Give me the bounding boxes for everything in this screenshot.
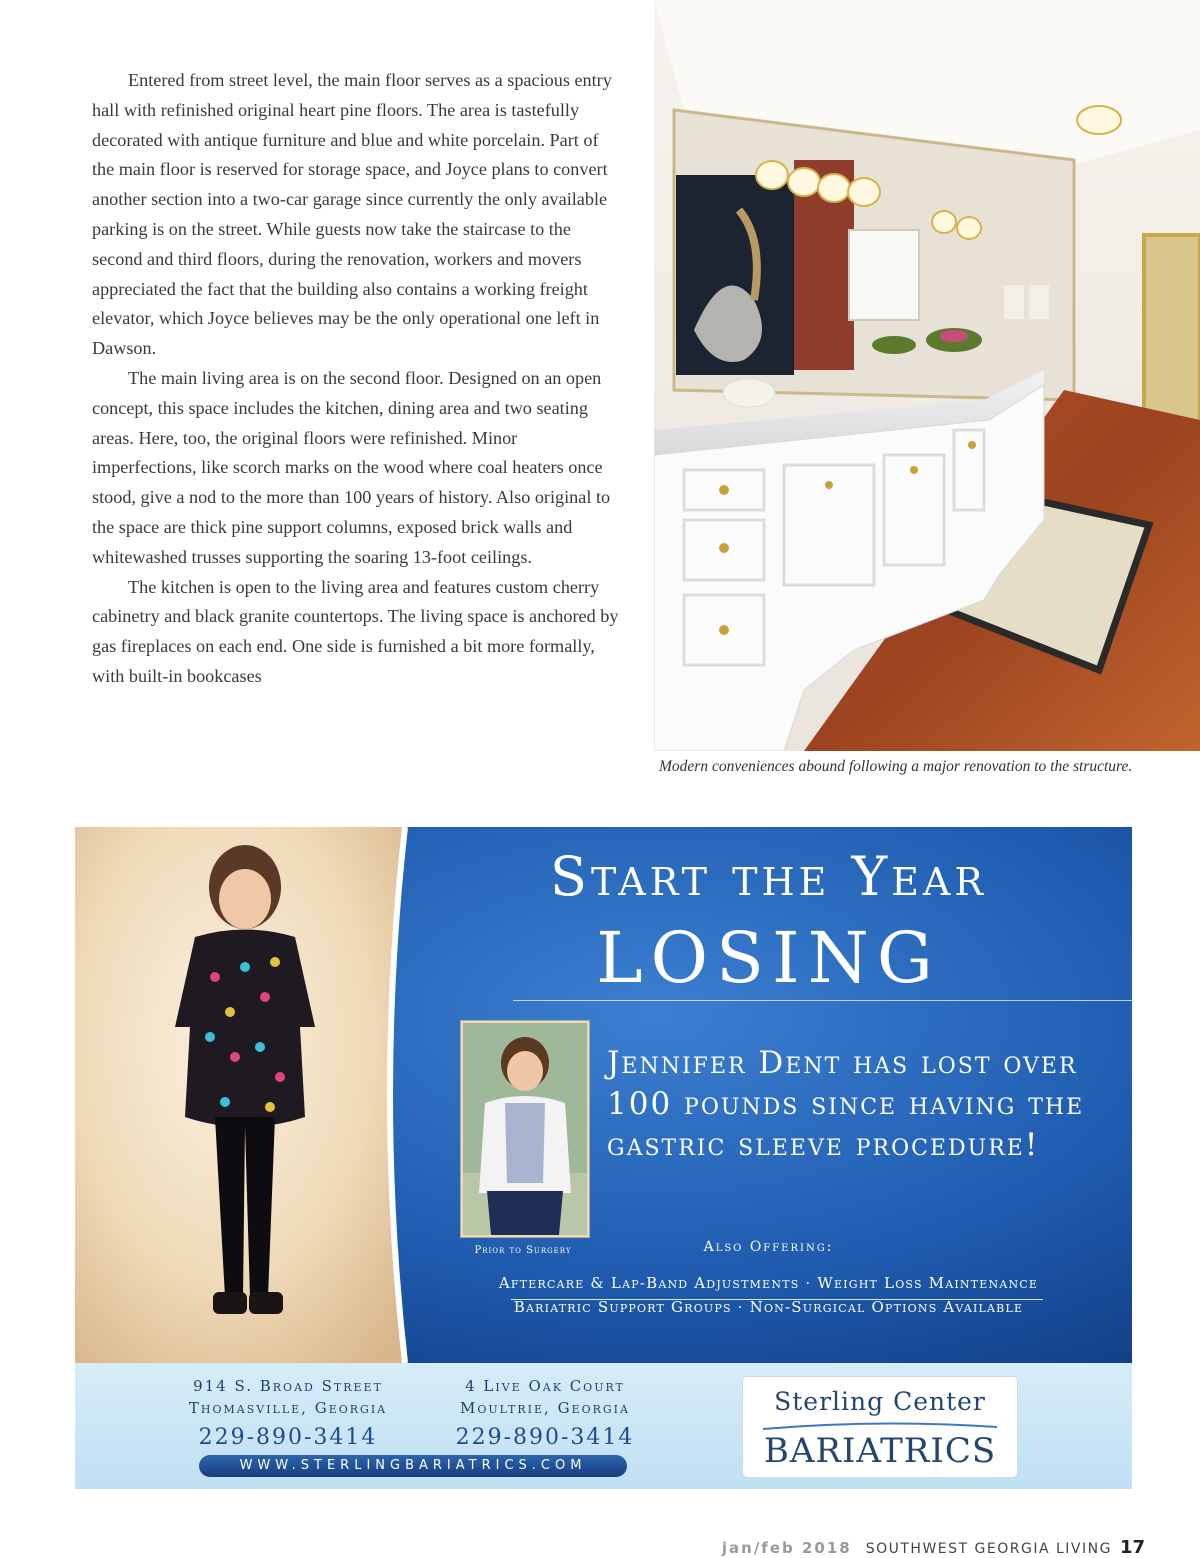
website-link[interactable]: WWW.STERLINGBARIATRICS.COM bbox=[199, 1455, 627, 1477]
logo-line2: BARIATRICS bbox=[763, 1431, 997, 1471]
article-paragraph: Entered from street level, the main floor serves as a spacious entry hall with refinished original heart pine floors. The area is tastefully decorated with antique furniture and blue and white porcelain. Part of the main floor is reserved for storage space, and Joyce plans to convert another section into a two-car garage since currently the only available parking is on the street. While guests now take the staircase to the second and third floors, during the renovation, workers and movers appreciated the fact that the building also contains a working freight elevator, which Joyce believes may be the only operational one left in Dawson. bbox=[92, 70, 612, 359]
issue-date: jan/feb 2018 bbox=[721, 1539, 852, 1557]
sterling-center-logo bbox=[743, 1377, 1017, 1477]
bathroom-photo bbox=[654, 0, 1200, 751]
services-list bbox=[405, 1271, 1132, 1319]
photo-caption: Modern conveniences abound following a major renovation to the structure. bbox=[659, 758, 1133, 775]
also-offering-heading: Also Offering: bbox=[703, 1239, 834, 1255]
magazine-name: SOUTHWEST GEORGIA LIVING bbox=[865, 1541, 1112, 1557]
ad-headline-line1: Start the Year bbox=[550, 845, 987, 908]
logo-swoosh bbox=[743, 1421, 1017, 1431]
woman-figure-before bbox=[463, 1023, 587, 1235]
address-city: Thomasville, Georgia bbox=[188, 1399, 388, 1417]
article-body bbox=[92, 66, 622, 692]
phone-number[interactable]: 229-890-3414 bbox=[198, 1425, 378, 1450]
headline-divider bbox=[513, 1000, 1132, 1001]
page-number: 17 bbox=[1119, 1537, 1145, 1558]
location-thomasville bbox=[163, 1375, 413, 1450]
article-paragraph: The main living area is on the second floor. Designed on an open concept, this space includes the kitchen, dining area and two seating areas. Here, too, the original floors were refinished. Minor imperfections, like scorch marks on the wood where coal heaters once stood, give a nod to the more than 100 years of history. Also original to the space are thick pine support columns, exposed brick walls and whitewashed trusses supporting the soaring 13-foot ceilings. bbox=[92, 367, 611, 567]
phone-number[interactable]: 229-890-3414 bbox=[455, 1425, 635, 1450]
services-line: Aftercare & Lap-Band Adjustments · Weight Loss Maintenance bbox=[498, 1274, 1039, 1292]
logo-line1: Sterling Center bbox=[774, 1387, 986, 1416]
weight-loss-claim: Jennifer Dent has lost over 100 pounds since having the gastric sleeve procedure! bbox=[607, 1045, 1085, 1163]
services-line: Bariatric Support Groups · Non-Surgical Options Available bbox=[513, 1298, 1024, 1316]
bathroom-illustration bbox=[654, 0, 1200, 751]
address-city: Moultrie, Georgia bbox=[460, 1399, 630, 1417]
article-paragraph: The kitchen is open to the living area and features custom cherry cabinetry and black granite countertops. The living space is anchored by gas fireplaces on each end. One side is furnished a bit more formally, with built-in bookcases bbox=[92, 576, 619, 686]
bariatrics-advertisement bbox=[75, 827, 1132, 1489]
ad-headline-line2: LOSING bbox=[596, 917, 941, 999]
location-moultrie bbox=[420, 1375, 670, 1450]
prior-photo-frame bbox=[461, 1021, 589, 1237]
address-street: 914 S. Broad Street bbox=[193, 1377, 383, 1395]
prior-to-surgery-label: Prior to Surgery bbox=[474, 1245, 572, 1256]
page-footer bbox=[600, 1537, 1145, 1558]
address-street: 4 Live Oak Court bbox=[465, 1377, 625, 1395]
